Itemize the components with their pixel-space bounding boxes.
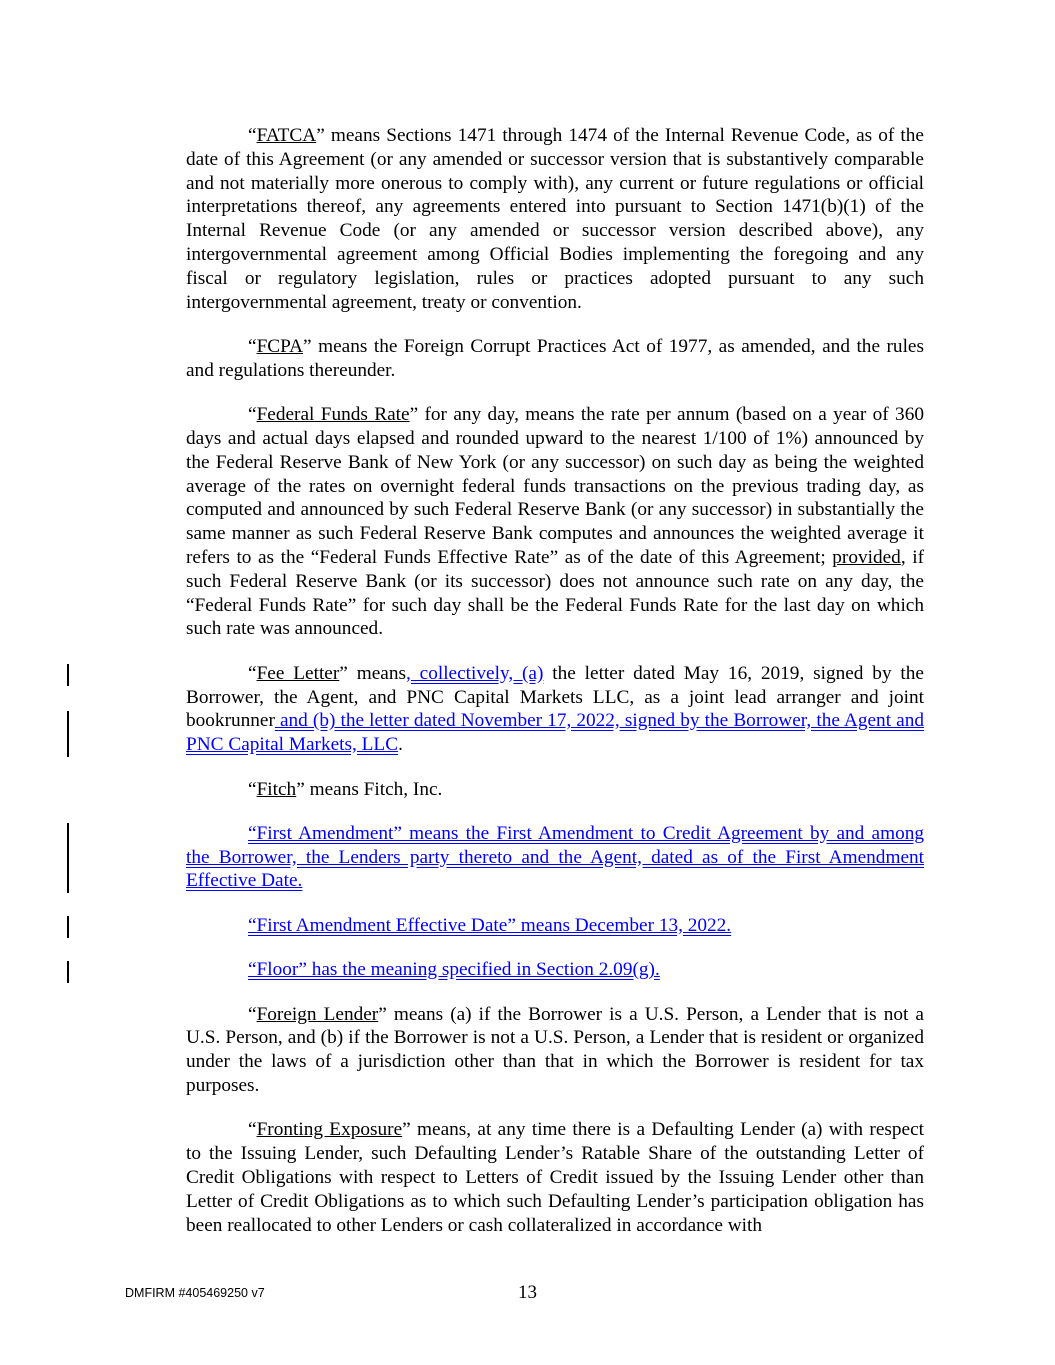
change-bar — [67, 711, 69, 757]
definition-text: ” means (a) if the Borrower is a U.S. Person, a Lender that is not a U.S. Person, and (b) if the Borrower is not a U.S. Person, a Lender that is resident or organized under the laws of a jurisdiction other than that in which the Borrower is resident for tax purposes. — [186, 1003, 924, 1097]
change-bar — [67, 823, 69, 893]
document-id: DMFIRM #405469250 v7 — [125, 1286, 265, 1300]
open-quote: “ — [248, 125, 257, 146]
definition-fronting-exposure — [186, 1118, 924, 1237]
definition-text: ” means Fitch, Inc. — [296, 778, 443, 800]
defined-term: Fronting Exposure — [256, 1119, 403, 1141]
definition-text: ” means — [339, 662, 406, 684]
open-quote: “ — [248, 1003, 257, 1025]
open-quote: “ — [248, 404, 257, 426]
defined-term: Foreign Lender — [256, 1003, 379, 1025]
change-bar — [67, 961, 69, 983]
definition-first-amendment-effective-date — [186, 914, 924, 938]
definition-fitch — [186, 778, 924, 802]
open-quote: “ — [248, 778, 257, 800]
definition-text: ” for any day, means the rate per annum (based on a year of 360 days and actual days elapsed and rounded upward to the nearest 1/100 of 1%) announced by the Federal Reserve Bank of New York (or any successor) on such day as being the weighted average of the rates on overnight federal funds transactions on the previous trading day, as computed and announced by such Federal Reserve Bank (or any successor) in substantially the same manner as such Federal Reserve Bank computes and announces the weighted average it refers to as the “Federal Funds Effective Rate” as of the date of this Agreement; — [186, 404, 924, 568]
definition-foreign-lender — [186, 1003, 924, 1098]
inserted-text: “Floor” has the meaning specified in Section 2.09(g). — [248, 959, 660, 981]
defined-term: Federal Funds Rate — [256, 404, 410, 426]
inserted-text: , collectively, (a) — [405, 662, 544, 684]
open-quote: “ — [248, 662, 257, 684]
definition-federal-funds-rate — [186, 403, 924, 641]
definition-text: ” means the Foreign Corrupt Practices Act of 1977, as amended, and the rules and regulations thereunder. — [186, 335, 924, 381]
definition-fatca — [186, 124, 924, 314]
change-bar — [67, 916, 69, 938]
open-quote: “ — [248, 1119, 257, 1141]
change-bar — [67, 664, 69, 686]
proviso-term: provided — [832, 546, 901, 568]
inserted-text: “First Amendment” means the First Amendment to Credit Agreement by and among the Borrower, the Lenders party thereto and the Agent, dated as of the First Amendment Effective Date. — [186, 822, 924, 892]
body-text — [186, 124, 924, 1237]
defined-term: Fee Letter — [256, 662, 340, 684]
page-number: 13 — [518, 1282, 537, 1303]
inserted-text: “First Amendment Effective Date” means December 13, 2022. — [248, 914, 732, 936]
defined-term: FCPA — [256, 335, 304, 357]
definition-text: , if such Federal Reserve Bank (or its successor) does not announce such rate on any day, the “Federal Funds Rate” for such day shall be the Federal Funds Rate for the last day on which such rate was announced. — [186, 546, 924, 640]
definition-fee-letter — [186, 662, 924, 757]
defined-term: FATCA — [256, 125, 317, 146]
definition-text: ” means Sections 1471 through 1474 of the Internal Revenue Code, as of the date of this Agreement (or any amended or successor version that is substantively comparable and not materially more onerous to comply with), any current or future regulations or official interpretations thereof, any agreements entered into pursuant to Section 1471(b)(1) of the Internal Revenue Code (or any amended or successor version described above), any intergovernmental agreement among Official Bodies implementing the foregoing and any fiscal or regulatory legislation, rules or practices adopted pursuant to any such intergovernmental agreement, treaty or convention. — [186, 125, 924, 313]
definition-fcpa — [186, 335, 924, 383]
definition-text: . — [398, 734, 403, 756]
defined-term: Fitch — [256, 778, 297, 800]
definition-text: ” means, at any time there is a Defaulting Lender (a) with respect to the Issuing Lender, such Defaulting Lender’s Ratable Share of the outstanding Letter of Credit Obligations with respect to Letters of Credit issued by the Issuing Lender other than Letter of Credit Obligations as to which such Defaulting Lender’s participation obligation has been reallocated to other Lenders or cash collateralized in accordance with — [186, 1119, 924, 1236]
definition-text: the letter dated May 16, 2019, signed by the Borrower, the Agent, and PNC Capital Markets LLC, as a joint lead arranger and joint bookrunner — [186, 662, 924, 732]
inserted-text: and (b) the letter dated November 17, 2022, signed by the Borrower, the Agent and PNC Capital Markets, LLC — [186, 710, 924, 756]
definition-floor — [186, 958, 924, 982]
definition-first-amendment — [186, 822, 924, 893]
open-quote: “ — [248, 335, 257, 357]
